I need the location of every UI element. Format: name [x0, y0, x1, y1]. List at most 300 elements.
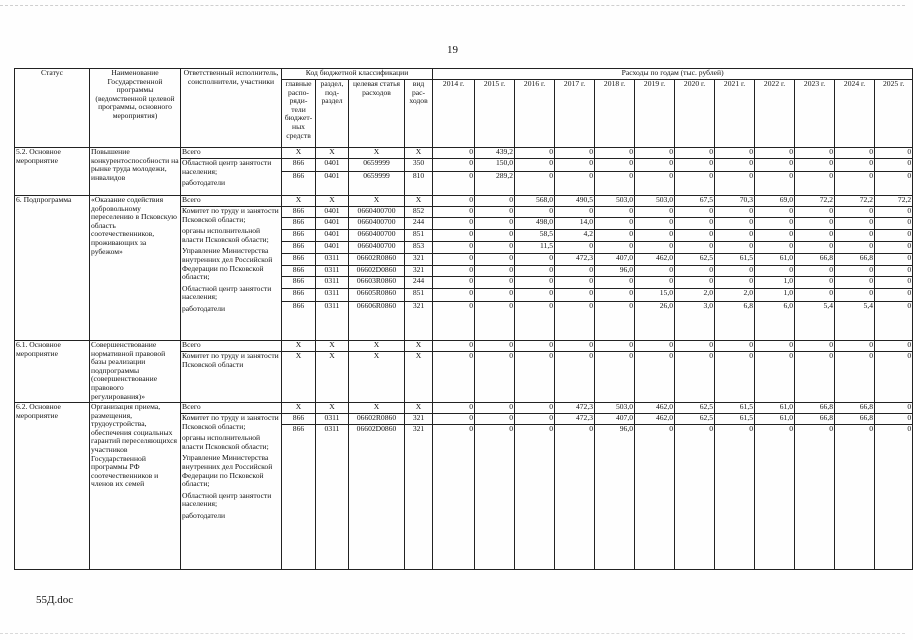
value-cell: 0 — [795, 266, 835, 277]
value-cell: 0 — [835, 425, 875, 570]
row-program-name: Организация приема, размещения, трудоустройства, обеспечения социальных гарантий переселяющихся участников Государственной программы РФ соотечественников и членов их семей — [90, 403, 181, 570]
value-cell: 0 — [755, 207, 795, 218]
value-cell: 0 — [595, 218, 635, 230]
code-cell: Х — [349, 196, 405, 207]
code-cell: 0401 — [316, 242, 349, 254]
header-year: 2018 г. — [595, 80, 635, 148]
value-cell: 0 — [675, 242, 715, 254]
value-cell: 0 — [795, 159, 835, 172]
value-cell: 3,0 — [675, 302, 715, 341]
value-cell: 568,0 — [515, 196, 555, 207]
value-cell: 72,2 — [875, 196, 913, 207]
code-cell: 0401 — [316, 207, 349, 218]
code-cell: 866 — [282, 302, 316, 341]
header-expenses-group: Расходы по годам (тыс. рублей) — [433, 69, 913, 80]
value-cell: 0 — [475, 289, 515, 302]
value-cell: 61,0 — [755, 414, 795, 425]
value-cell: 66,8 — [795, 403, 835, 414]
value-cell: 0 — [715, 425, 755, 570]
code-cell: Х — [349, 352, 405, 403]
value-cell: 96,0 — [595, 266, 635, 277]
header-code-target: целевая статья расходов — [349, 80, 405, 148]
value-cell: 0 — [555, 341, 595, 352]
code-cell: 244 — [405, 277, 433, 289]
table-row — [15, 148, 913, 159]
executor-item: Комитет по труду и занятости Псковской области — [182, 351, 279, 369]
header-year: 2017 г. — [555, 80, 595, 148]
value-cell: 0 — [795, 207, 835, 218]
value-cell: 0 — [515, 403, 555, 414]
code-cell: 06602R0860 — [349, 254, 405, 266]
value-cell: 0 — [515, 172, 555, 196]
value-cell: 0 — [635, 341, 675, 352]
value-cell: 0 — [555, 159, 595, 172]
value-cell: 0 — [715, 148, 755, 159]
value-cell: 0 — [475, 230, 515, 242]
value-cell: 0 — [595, 302, 635, 341]
code-cell: 0659999 — [349, 159, 405, 172]
code-cell: 866 — [282, 172, 316, 196]
value-cell: 72,2 — [835, 196, 875, 207]
value-cell: 0 — [595, 148, 635, 159]
code-cell: 321 — [405, 254, 433, 266]
row-status: 6.2. Основное мероприятие — [15, 403, 90, 570]
value-cell: 0 — [475, 302, 515, 341]
value-cell: 0 — [515, 148, 555, 159]
code-cell: 321 — [405, 266, 433, 277]
value-cell: 0 — [875, 230, 913, 242]
value-cell: 0 — [835, 172, 875, 196]
value-cell: 0 — [675, 266, 715, 277]
code-cell: Х — [405, 148, 433, 159]
code-cell: Х — [316, 341, 349, 352]
value-cell: 0 — [675, 172, 715, 196]
value-cell: 0 — [835, 159, 875, 172]
value-cell: 0 — [755, 352, 795, 403]
code-cell: 06603R0860 — [349, 277, 405, 289]
value-cell: 0 — [875, 414, 913, 425]
value-cell: 0 — [433, 159, 475, 172]
value-cell: 0 — [595, 352, 635, 403]
value-cell: 0 — [475, 414, 515, 425]
value-cell: 0 — [475, 218, 515, 230]
value-cell: 1,0 — [755, 277, 795, 289]
value-cell: 0 — [835, 352, 875, 403]
value-cell: 0 — [595, 230, 635, 242]
value-cell: 5,4 — [795, 302, 835, 341]
code-cell: 866 — [282, 230, 316, 242]
value-cell: 69,0 — [755, 196, 795, 207]
value-cell: 0 — [635, 148, 675, 159]
code-cell: Х — [405, 341, 433, 352]
code-cell: 866 — [282, 414, 316, 425]
code-cell: 321 — [405, 302, 433, 341]
footer-filename: 55Д.doc — [36, 594, 74, 606]
code-cell: 0311 — [316, 302, 349, 341]
value-cell: 0 — [675, 352, 715, 403]
code-cell: Х — [316, 403, 349, 414]
value-cell: 0 — [635, 352, 675, 403]
value-cell: 0 — [755, 172, 795, 196]
code-cell: 0660400700 — [349, 207, 405, 218]
value-cell: 0 — [515, 266, 555, 277]
code-cell: 06605R0860 — [349, 289, 405, 302]
value-cell: 0 — [475, 254, 515, 266]
value-cell: 0 — [433, 254, 475, 266]
value-cell: 0 — [475, 242, 515, 254]
value-cell: 62,5 — [675, 254, 715, 266]
code-cell: Х — [405, 196, 433, 207]
header-code-grbs: главные распо-ряди-тели бюджет-ных средств — [282, 80, 316, 148]
value-cell: 61,5 — [715, 403, 755, 414]
code-cell: 350 — [405, 159, 433, 172]
code-cell: Х — [316, 148, 349, 159]
executor-item: работодатели — [182, 303, 226, 313]
value-cell: 0 — [715, 242, 755, 254]
value-cell: 0 — [515, 425, 555, 570]
header-status: Статус — [15, 69, 90, 148]
executor-item: органы исполнительной власти Псковской области; — [182, 226, 269, 244]
code-cell: Х — [349, 341, 405, 352]
value-cell: 0 — [755, 341, 795, 352]
value-cell: 0 — [515, 289, 555, 302]
value-cell: 0 — [795, 289, 835, 302]
value-cell: 0 — [795, 172, 835, 196]
value-cell: 0 — [515, 414, 555, 425]
header-year: 2015 г. — [475, 80, 515, 148]
value-cell: 0 — [515, 277, 555, 289]
value-cell: 0 — [795, 341, 835, 352]
value-cell: 0 — [675, 425, 715, 570]
value-cell: 0 — [515, 341, 555, 352]
header-year: 2021 г. — [715, 80, 755, 148]
code-cell: 0401 — [316, 172, 349, 196]
value-cell: 0 — [675, 159, 715, 172]
row-executors — [181, 159, 282, 196]
value-cell: 503,0 — [635, 196, 675, 207]
value-cell: 0 — [875, 254, 913, 266]
code-cell: 0401 — [316, 218, 349, 230]
code-cell: 0311 — [316, 414, 349, 425]
table-row — [15, 196, 913, 207]
value-cell: 0 — [755, 148, 795, 159]
executor-item: органы исполнительной власти Псковской области; — [182, 433, 269, 451]
code-cell: Х — [282, 196, 316, 207]
row-program-name: Совершенствование нормативной правовой базы реализации подпрограммы (совершенствование правового регулирования)» — [90, 341, 181, 403]
executor-item: работодатели — [182, 510, 226, 520]
value-cell: 0 — [675, 230, 715, 242]
value-cell: 472,3 — [555, 414, 595, 425]
row-status: 6.1. Основное мероприятие — [15, 341, 90, 403]
value-cell: 0 — [875, 266, 913, 277]
header-code-section: раздел, под-раздел — [316, 80, 349, 148]
code-cell: Х — [282, 148, 316, 159]
value-cell: 58,5 — [515, 230, 555, 242]
value-cell: 0 — [635, 159, 675, 172]
code-cell: 866 — [282, 277, 316, 289]
value-cell: 0 — [875, 425, 913, 570]
value-cell: 26,0 — [635, 302, 675, 341]
budget-table — [14, 68, 913, 570]
value-cell: 0 — [635, 207, 675, 218]
value-cell: 0 — [875, 148, 913, 159]
value-cell: 0 — [755, 425, 795, 570]
value-cell: 0 — [715, 159, 755, 172]
value-cell: 0 — [595, 207, 635, 218]
value-cell: 0 — [675, 148, 715, 159]
value-cell: 0 — [755, 159, 795, 172]
value-cell: 0 — [433, 207, 475, 218]
code-cell: 866 — [282, 425, 316, 570]
value-cell: 0 — [835, 242, 875, 254]
value-cell: 0 — [433, 218, 475, 230]
value-cell: 0 — [433, 172, 475, 196]
value-cell: 96,0 — [595, 425, 635, 570]
code-cell: 853 — [405, 242, 433, 254]
value-cell: 11,5 — [515, 242, 555, 254]
code-cell: 0311 — [316, 266, 349, 277]
value-cell: 472,3 — [555, 403, 595, 414]
header-year: 2019 г. — [635, 80, 675, 148]
header-year: 2024 г. — [835, 80, 875, 148]
code-cell: Х — [405, 403, 433, 414]
value-cell: 0 — [515, 302, 555, 341]
scan-artifact-bottom — [0, 633, 905, 635]
value-cell: 0 — [715, 172, 755, 196]
code-cell: 06606R0860 — [349, 302, 405, 341]
value-cell: 439,2 — [475, 148, 515, 159]
value-cell: 0 — [475, 277, 515, 289]
code-cell: 810 — [405, 172, 433, 196]
code-cell: 0401 — [316, 230, 349, 242]
value-cell: 0 — [515, 254, 555, 266]
header-year: 2025 г. — [875, 80, 913, 148]
value-cell: 0 — [433, 230, 475, 242]
code-cell: 866 — [282, 218, 316, 230]
value-cell: 14,0 — [555, 218, 595, 230]
code-cell: 244 — [405, 218, 433, 230]
value-cell: 2,0 — [675, 289, 715, 302]
row-program-name: «Оказание содействия добровольному переселению в Псковскую область соотечественников, проживающих за рубежом» — [90, 196, 181, 341]
value-cell: 0 — [433, 341, 475, 352]
value-cell: 289,2 — [475, 172, 515, 196]
value-cell: 0 — [795, 425, 835, 570]
value-cell: 0 — [755, 230, 795, 242]
value-cell: 0 — [555, 302, 595, 341]
value-cell: 61,5 — [715, 414, 755, 425]
value-cell: 407,0 — [595, 254, 635, 266]
value-cell: 0 — [555, 277, 595, 289]
value-cell: 62,5 — [675, 403, 715, 414]
row-program-name: Повышение конкурентоспособности на рынке труда молодежи, инвалидов — [90, 148, 181, 196]
value-cell: 67,5 — [675, 196, 715, 207]
value-cell: 0 — [475, 352, 515, 403]
value-cell: 0 — [755, 242, 795, 254]
value-cell: 0 — [433, 425, 475, 570]
value-cell: 0 — [835, 207, 875, 218]
value-cell: 0 — [875, 172, 913, 196]
value-cell: 0 — [595, 172, 635, 196]
value-cell: 0 — [433, 302, 475, 341]
code-cell: 0311 — [316, 254, 349, 266]
table-body — [15, 148, 913, 570]
value-cell: 0 — [875, 302, 913, 341]
value-cell: 0 — [715, 230, 755, 242]
row-executor-total: Всего — [181, 403, 282, 414]
value-cell: 0 — [475, 266, 515, 277]
value-cell: 0 — [635, 218, 675, 230]
code-cell: 0659999 — [349, 172, 405, 196]
value-cell: 150,0 — [475, 159, 515, 172]
value-cell: 0 — [635, 172, 675, 196]
code-cell: Х — [349, 403, 405, 414]
value-cell: 0 — [433, 242, 475, 254]
header-name: Наименование Государственной программы (ведомственной целевой программы, основного мероприятия) — [90, 69, 181, 148]
value-cell: 0 — [715, 341, 755, 352]
row-executors — [181, 207, 282, 341]
value-cell: 462,0 — [635, 254, 675, 266]
value-cell: 0 — [555, 289, 595, 302]
value-cell: 0 — [795, 242, 835, 254]
value-cell: 0 — [555, 207, 595, 218]
code-cell: 866 — [282, 159, 316, 172]
value-cell: 0 — [835, 289, 875, 302]
value-cell: 0 — [875, 341, 913, 352]
code-cell: 06602D0860 — [349, 266, 405, 277]
value-cell: 0 — [595, 277, 635, 289]
code-cell: 851 — [405, 289, 433, 302]
value-cell: 0 — [475, 207, 515, 218]
code-cell: Х — [405, 352, 433, 403]
value-cell: 0 — [835, 341, 875, 352]
value-cell: 1,0 — [755, 289, 795, 302]
row-executor-total: Всего — [181, 148, 282, 159]
executor-item: Областной центр занятости населения; — [182, 283, 272, 302]
value-cell: 4,2 — [555, 230, 595, 242]
value-cell: 0 — [595, 159, 635, 172]
code-cell: 06602D0860 — [349, 425, 405, 570]
code-cell: Х — [282, 352, 316, 403]
value-cell: 2,0 — [715, 289, 755, 302]
code-cell: 0660400700 — [349, 218, 405, 230]
value-cell: 66,8 — [795, 414, 835, 425]
value-cell: 0 — [715, 352, 755, 403]
executor-item: Областной центр занятости населения; — [182, 158, 272, 176]
value-cell: 472,3 — [555, 254, 595, 266]
code-cell: Х — [349, 148, 405, 159]
value-cell: 5,4 — [835, 302, 875, 341]
row-status: 5.2. Основное мероприятие — [15, 148, 90, 196]
value-cell: 0 — [875, 403, 913, 414]
value-cell: 0 — [675, 277, 715, 289]
value-cell: 0 — [755, 218, 795, 230]
value-cell: 0 — [635, 277, 675, 289]
value-cell: 62,5 — [675, 414, 715, 425]
header-code-type: вид рас-ходов — [405, 80, 433, 148]
value-cell: 503,0 — [595, 196, 635, 207]
value-cell: 72,2 — [795, 196, 835, 207]
page-number: 19 — [447, 44, 458, 56]
value-cell: 0 — [715, 207, 755, 218]
value-cell: 0 — [795, 148, 835, 159]
header-year: 2020 г. — [675, 80, 715, 148]
code-cell: 321 — [405, 425, 433, 570]
value-cell: 0 — [875, 207, 913, 218]
value-cell: 0 — [515, 159, 555, 172]
value-cell: 0 — [675, 341, 715, 352]
executor-item: работодатели — [182, 178, 226, 188]
value-cell: 462,0 — [635, 414, 675, 425]
row-executor-total: Всего — [181, 341, 282, 352]
header-year: 2014 г. — [433, 80, 475, 148]
executor-item: Управление Министерства внутренних дел Российской Федерации по Псковской области; — [182, 453, 273, 489]
value-cell: 0 — [635, 230, 675, 242]
value-cell: 0 — [433, 277, 475, 289]
code-cell: Х — [282, 341, 316, 352]
value-cell: 0 — [875, 218, 913, 230]
value-cell: 0 — [795, 277, 835, 289]
value-cell: 0 — [715, 277, 755, 289]
value-cell: 61,0 — [755, 254, 795, 266]
value-cell: 0 — [875, 352, 913, 403]
value-cell: 0 — [755, 266, 795, 277]
value-cell: 0 — [795, 230, 835, 242]
code-cell: 866 — [282, 207, 316, 218]
value-cell: 6,0 — [755, 302, 795, 341]
code-cell: 0660400700 — [349, 242, 405, 254]
row-executor-total: Всего — [181, 196, 282, 207]
header-executor: Ответственный исполнитель, соисполнители, участники — [181, 69, 282, 148]
value-cell: 0 — [433, 414, 475, 425]
value-cell: 66,8 — [795, 254, 835, 266]
code-cell: Х — [316, 352, 349, 403]
value-cell: 0 — [635, 266, 675, 277]
value-cell: 0 — [835, 266, 875, 277]
value-cell: 61,5 — [715, 254, 755, 266]
value-cell: 66,8 — [835, 414, 875, 425]
code-cell: 0311 — [316, 289, 349, 302]
value-cell: 0 — [715, 218, 755, 230]
value-cell: 0 — [555, 266, 595, 277]
value-cell: 0 — [433, 148, 475, 159]
value-cell: 0 — [555, 242, 595, 254]
value-cell: 0 — [433, 289, 475, 302]
value-cell: 0 — [635, 242, 675, 254]
value-cell: 0 — [433, 266, 475, 277]
code-cell: 0311 — [316, 425, 349, 570]
value-cell: 0 — [555, 148, 595, 159]
executor-item: Комитет по труду и занятости Псковской области; — [182, 206, 279, 224]
code-cell: 852 — [405, 207, 433, 218]
value-cell: 0 — [433, 403, 475, 414]
header-year: 2023 г. — [795, 80, 835, 148]
value-cell: 66,8 — [835, 403, 875, 414]
value-cell: 0 — [835, 218, 875, 230]
code-cell: 866 — [282, 254, 316, 266]
value-cell: 0 — [595, 289, 635, 302]
code-cell: 321 — [405, 414, 433, 425]
value-cell: 0 — [595, 242, 635, 254]
code-cell: Х — [282, 403, 316, 414]
value-cell: 0 — [555, 172, 595, 196]
value-cell: 0 — [835, 148, 875, 159]
code-cell: 06602R0860 — [349, 414, 405, 425]
code-cell: 866 — [282, 266, 316, 277]
value-cell: 0 — [475, 403, 515, 414]
header-year: 2016 г. — [515, 80, 555, 148]
value-cell: 0 — [475, 196, 515, 207]
scan-artifact-top — [0, 5, 905, 7]
